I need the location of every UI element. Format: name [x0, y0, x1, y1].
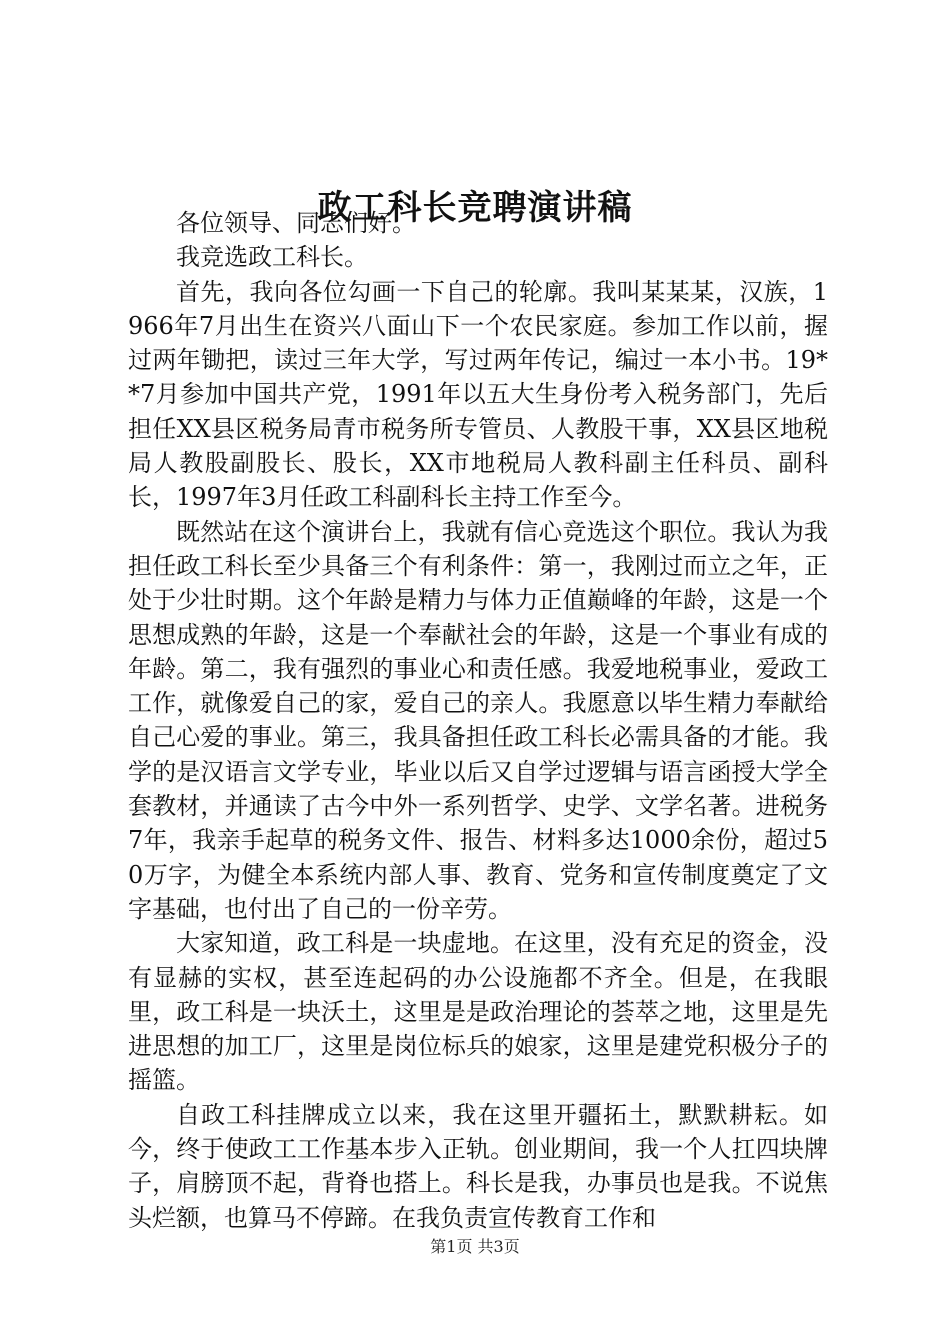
paragraph-greeting: 各位领导、同志们好。: [176, 209, 416, 237]
paragraph-self-introduction: 首先，我向各位勾画一下自己的轮廓。我叫某某某，汉族，1966年7月出生在资兴八面山下一个农民家庭。参加工作以前，握过两年锄把，读过三年大学，写过两年传记，编过一本小书。19**7月参加中国共产党，1991年以五大生身份考入税务部门，先后担任XX县区税务局青市税务所专管员、人教股干事，XX县区地税局人教股副股长、股长，XX市地税局人教科副主任科员、副科长，1997年3月任政工科副科长主持工作至今。: [128, 277, 828, 512]
paragraph-qualifications: 既然站在这个演讲台上，我就有信心竞选这个职位。我认为我担任政工科长至少具备三个有利条件：第一，我刚过而立之年，正处于少壮时期。这个年龄是精力与体力正值巅峰的年龄，这是一个思想成熟的年龄，这是一个奉献社会的年龄，这是一个事业有成的年龄。第二，我有强烈的事业心和责任感。我爱地税事业，爱政工工作，就像爱自己的家，爱自己的亲人。我愿意以毕生精力奉献给自己心爱的事业。第三，我具备担任政工科长必需具备的才能。我学的是汉语言文学专业，毕业以后又自学过逻辑与语言函授大学全套教材，并通读了古今中外一系列哲学、史学、文学名著。进税务7年，我亲手起草的税务文件、报告、材料多达1000余份，超过50万字，为健全本系统内部人事、教育、党务和宣传制度奠定了文字基础，也付出了自己的一份辛劳。: [128, 517, 828, 923]
paragraph-candidacy: 我竞选政工科长。: [176, 243, 368, 272]
document-body: [128, 206, 828, 1235]
page-footer: 第1页 共3页: [430, 1237, 520, 1256]
paragraph-achievements: 自政工科挂牌成立以来，我在这里开疆拓土，默默耕耘。如今，终于使政工工作基本步入正轨。创业期间，我一个人扛四块牌子，肩膀顶不起，背脊也搭上。科长是我，办事员也是我。不说焦头烂额，也算马不停蹄。在我负责宣传教育工作和: [128, 1100, 828, 1232]
paragraph-department-view: 大家知道，政工科是一块虚地。在这里，没有充足的资金，没有显赫的实权，甚至连起码的办公设施都不齐全。但是，在我眼里，政工科是一块沃土，这里是是政治理论的荟萃之地，这里是先进思想的加工厂，这里是岗位标兵的娘家，这里是建党积极分子的摇篮。: [128, 929, 828, 1095]
document-title: 政工科长竞聘演讲稿: [317, 188, 633, 228]
